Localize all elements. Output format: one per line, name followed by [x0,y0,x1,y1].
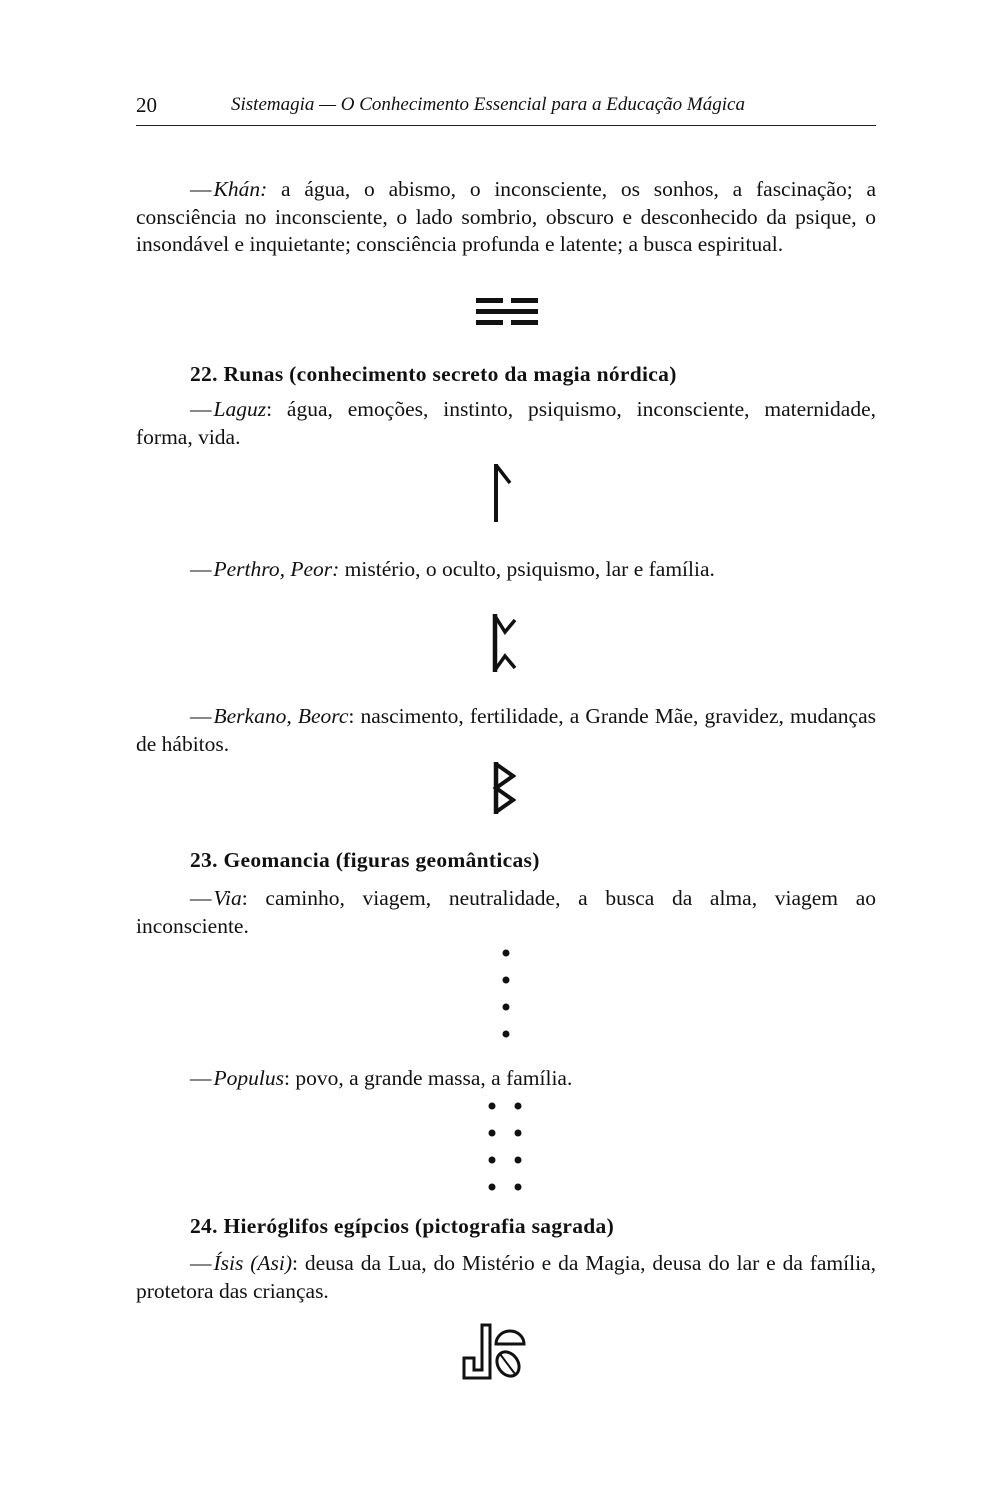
page-number: 20 [136,93,157,117]
term-via: Via [213,886,242,910]
hieroglyph-isis-icon [460,1322,526,1382]
geomancy-via-icon [498,945,514,1041]
paragraph-perthro [136,556,876,584]
definition-via: : caminho, viagem, neutralidade, a busca da alma, viagem ao inconsciente. [136,886,876,938]
em-dash: — [190,557,212,581]
definition-berkano: : nascimento, fertilidade, a Grande Mãe, gravidez, mudanças de hábitos. [136,704,876,756]
paragraph-khan [136,176,876,259]
paragraph-isis [136,1250,876,1305]
em-dash: — [190,177,212,201]
section-heading-24: 24. Hieróglifos egípcios (pictografia sagrada) [190,1214,615,1238]
paragraph-via [136,885,876,940]
rune-berkano-icon [489,760,521,816]
running-head [136,93,876,126]
em-dash: — [190,397,212,421]
paragraph-berkano [136,703,876,758]
term-isis: Ísis (Asi) [213,1251,293,1275]
section-heading-23: 23. Geomancia (figuras geomânticas) [190,848,540,872]
geomancy-populus-icon [484,1098,528,1200]
section-heading-22: 22. Runas (conhecimento secreto da magia nórdica) [190,362,677,386]
definition-populus: : povo, a grande massa, a família. [283,1066,573,1090]
term-khan: Khán: [213,177,268,201]
paragraph-laguz [136,396,876,451]
definition-khan: a água, o abismo, o inconsciente, os sonhos, a fascinação; a consciência no inconsciente, o lado sombrio, obscuro e desconhecido da psique, o insondável e inquietante; consciência profunda e latente; a busca espiritual. [136,177,876,256]
definition-laguz: : água, emoções, instinto, psiquismo, inconsciente, maternidade, forma, vida. [136,397,876,449]
rune-perthro-icon [487,612,521,674]
book-title: Sistemagia — O Conhecimento Essencial para a Educação Mágica [231,94,745,115]
rune-laguz-icon [488,462,518,524]
definition-isis: : deusa da Lua, do Mistério e da Magia, deusa do lar e da família, protetora das crianças. [136,1251,876,1303]
term-berkano: Berkano, Beorc [213,704,349,728]
em-dash: — [190,704,212,728]
definition-perthro: mistério, o oculto, psiquismo, lar e família. [339,557,715,581]
term-populus: Populus [213,1066,284,1090]
em-dash: — [190,886,212,910]
em-dash: — [190,1251,212,1275]
term-laguz: Laguz [213,397,267,421]
em-dash: — [190,1066,212,1090]
paragraph-populus [136,1065,876,1093]
term-perthro: Perthro, Peor: [213,557,340,581]
trigram-khan-icon [476,298,542,328]
